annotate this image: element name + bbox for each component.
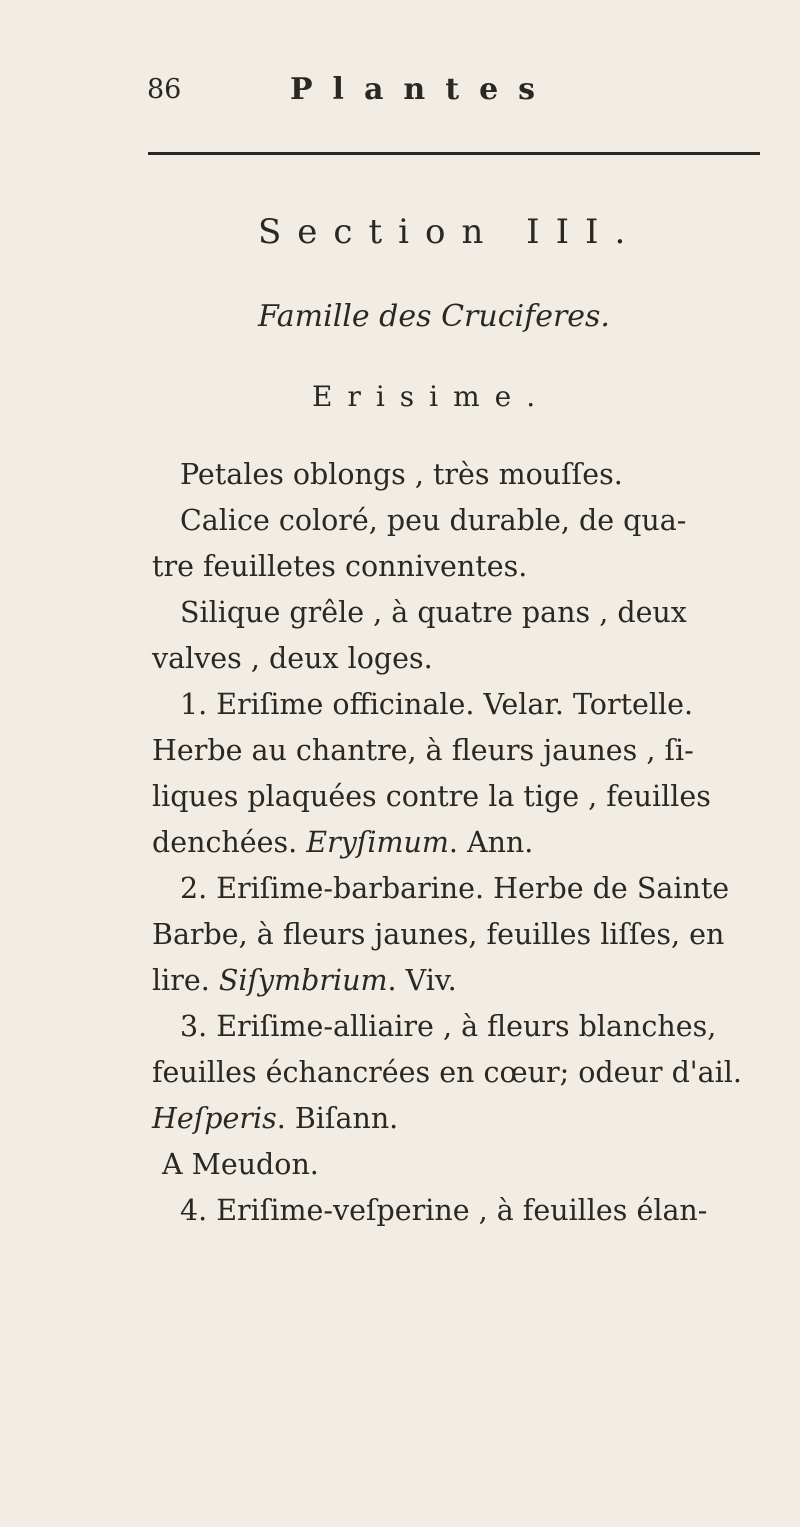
text-line: A Meudon. bbox=[162, 1148, 319, 1181]
silique-paragraph bbox=[152, 590, 770, 682]
running-head: Plantes bbox=[290, 72, 556, 107]
species-entry-4 bbox=[152, 1188, 770, 1234]
latin-name: Eryſimum bbox=[306, 826, 449, 859]
header-rule bbox=[148, 152, 760, 155]
text-line: Calice coloré, peu durable, de qua- bbox=[180, 504, 687, 537]
text-line: feuilles échancrées en cœur; odeur d'ail. bbox=[152, 1056, 742, 1089]
section-title: Section III. bbox=[258, 212, 642, 252]
body-text bbox=[152, 452, 770, 1234]
text-line: Petales oblongs , très mouſſes. bbox=[180, 458, 623, 491]
text-line bbox=[152, 1096, 770, 1142]
family-title: Famille des Cruciferes. bbox=[258, 299, 610, 334]
text-line: liques plaquées contre la tige , feuilles bbox=[152, 780, 711, 813]
text-line: Herbe au chantre, à fleurs jaunes , ſi- bbox=[152, 734, 694, 767]
latin-name: Siſymbrium bbox=[218, 964, 388, 997]
text-line bbox=[152, 958, 770, 1004]
text-line: 2. Eriſime-barbarine. Herbe de Sainte bbox=[180, 872, 730, 905]
species-entry-2 bbox=[152, 866, 770, 1004]
text-fragment: lire. bbox=[152, 964, 219, 997]
petals-paragraph bbox=[152, 452, 770, 498]
text-line: tre feuilletes conniventes. bbox=[152, 550, 528, 583]
text-line: Silique grêle , à quatre pans , deux bbox=[180, 596, 687, 629]
text-fragment: . Biſann. bbox=[276, 1102, 399, 1135]
text-line: 3. Eriſime-alliaire , à fleurs blanches, bbox=[180, 1010, 717, 1043]
page-number: 86 bbox=[147, 74, 182, 105]
text-line: Barbe, à fleurs jaunes, feuilles liſſes, en bbox=[152, 918, 725, 951]
species-entry-1 bbox=[152, 682, 770, 866]
latin-name: Heſperis bbox=[152, 1102, 277, 1135]
text-line: 4. Eriſime-veſperine , à feuilles élan- bbox=[180, 1194, 708, 1227]
species-entry-3 bbox=[152, 1004, 770, 1188]
text-fragment: denchées. bbox=[152, 826, 307, 859]
text-fragment: . Ann. bbox=[448, 826, 534, 859]
text-line bbox=[152, 820, 770, 866]
text-line: valves , deux loges. bbox=[152, 642, 433, 675]
calyx-paragraph bbox=[152, 498, 770, 590]
text-line: 1. Eriſime officinale. Velar. Tortelle. bbox=[180, 688, 694, 721]
text-fragment: . Viv. bbox=[387, 964, 457, 997]
genus-title: Erisime. bbox=[312, 380, 551, 413]
